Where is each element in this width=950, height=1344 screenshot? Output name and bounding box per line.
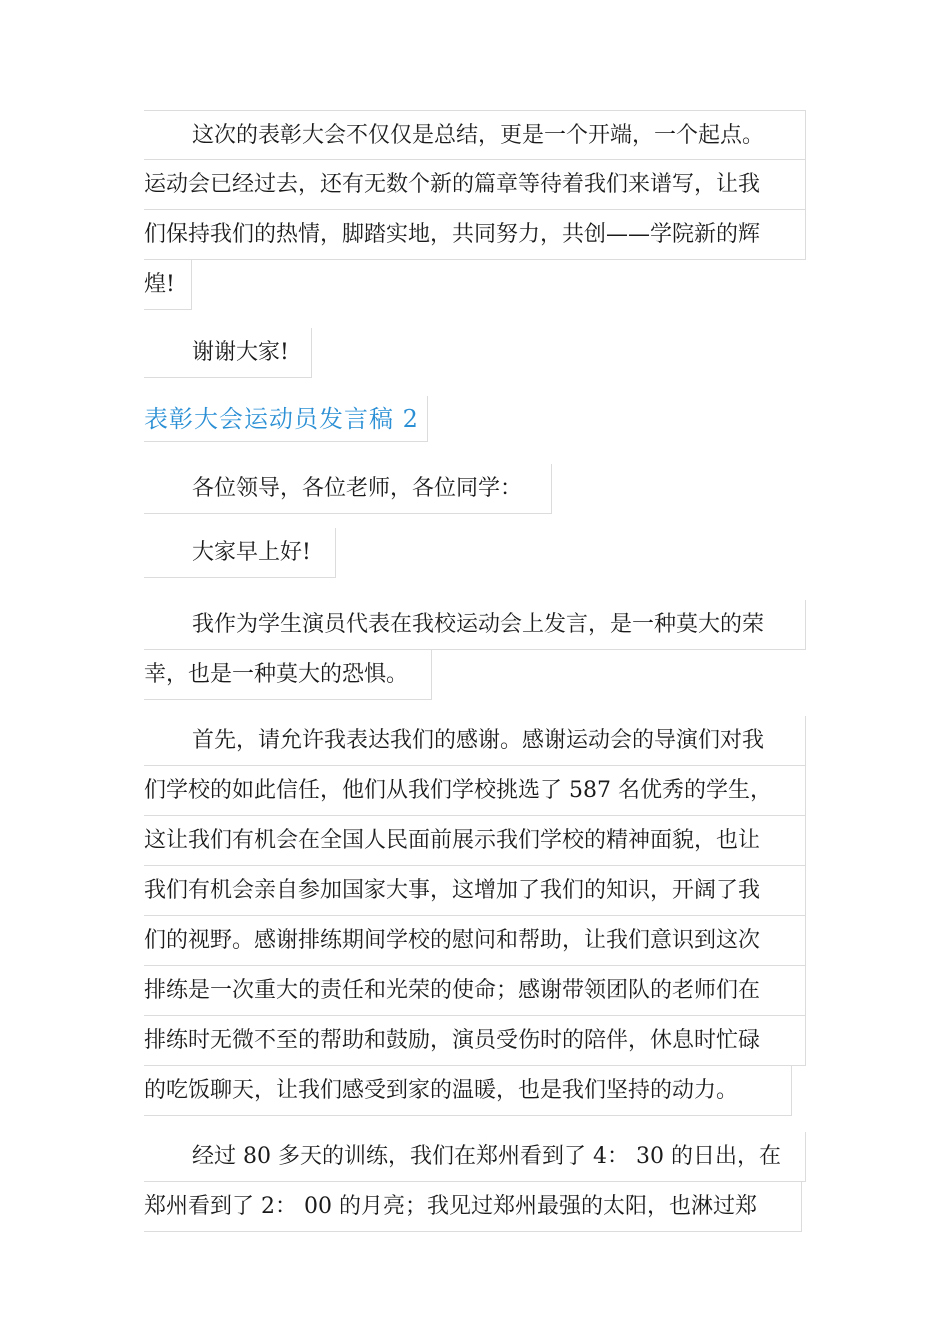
paragraph-line: 排练是一次重大的责任和光荣的使命；感谢带领团队的老师们在: [144, 966, 806, 1016]
paragraph-line: 谢谢大家!: [144, 328, 312, 378]
paragraph-line: 这次的表彰大会不仅仅是总结，更是一个开端，一个起点。: [144, 110, 806, 160]
paragraph-line: 首先，请允许我表达我们的感谢。感谢运动会的导演们对我: [144, 716, 806, 766]
paragraph-line: 各位领导，各位老师，各位同学：: [144, 464, 552, 514]
paragraph-line: 运动会已经过去，还有无数个新的篇章等待着我们来谱写，让我: [144, 160, 806, 210]
paragraph-line: 排练时无微不至的帮助和鼓励，演员受伤时的陪伴，休息时忙碌: [144, 1016, 806, 1066]
paragraph-line: 郑州看到了 2： 00 的月亮；我见过郑州最强的太阳，也淋过郑: [144, 1182, 802, 1232]
paragraph-line: 的吃饭聊天，让我们感受到家的温暖，也是我们坚持的动力。: [144, 1066, 792, 1116]
paragraph-line: 们保持我们的热情，脚踏实地，共同努力，共创——学院新的辉: [144, 210, 806, 260]
paragraph-line: 经过 80 多天的训练，我们在郑州看到了 4： 30 的日出，在: [144, 1132, 806, 1182]
paragraph-line: 我作为学生演员代表在我校运动会上发言，是一种莫大的荣: [144, 600, 806, 650]
paragraph-line: 们学校的如此信任，他们从我们学校挑选了 587 名优秀的学生，: [144, 766, 806, 816]
paragraph-line: 大家早上好!: [144, 528, 336, 578]
paragraph-line: 这让我们有机会在全国人民面前展示我们学校的精神面貌，也让: [144, 816, 806, 866]
paragraph-line: 我们有机会亲自参加国家大事，这增加了我们的知识，开阔了我: [144, 866, 806, 916]
paragraph-line: 幸，也是一种莫大的恐惧。: [144, 650, 432, 700]
section-title: 表彰大会运动员发言稿 2: [144, 396, 428, 442]
paragraph-line: 煌!: [144, 260, 192, 310]
paragraph-line: 们的视野。感谢排练期间学校的慰问和帮助，让我们意识到这次: [144, 916, 806, 966]
